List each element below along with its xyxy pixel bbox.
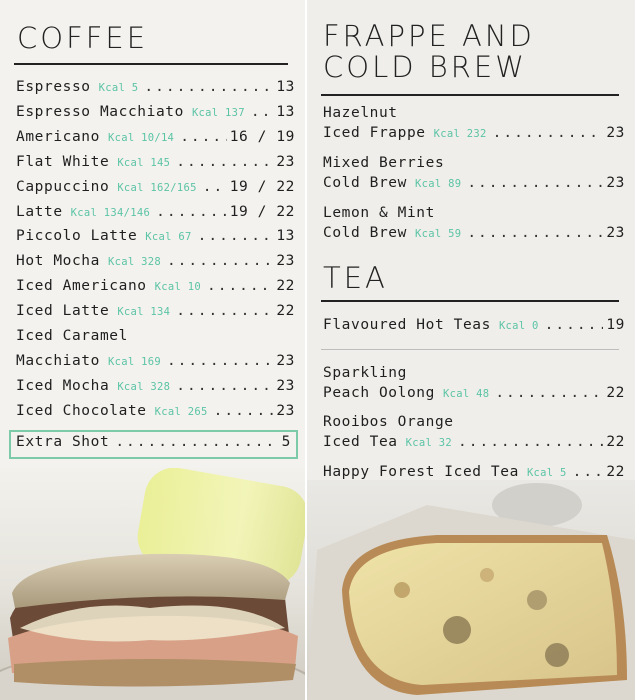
coffee-item-name: Piccolo Latte (16, 228, 138, 245)
frappe-item-row (323, 175, 625, 199)
frappe-item-price: 23 (606, 225, 625, 241)
coffee-item-price: 23 (276, 153, 295, 170)
sandwich-photo (0, 468, 305, 700)
tea-item-name: Happy Forest Iced Tea (323, 464, 519, 480)
tea-item-line1-text: Sparkling (323, 365, 407, 381)
coffee-item-row (16, 204, 295, 228)
tea-item-price: 22 (606, 385, 625, 401)
tea-item-row (323, 385, 625, 409)
extra-shot-row (16, 434, 291, 458)
leader-dots (203, 179, 227, 195)
frappe-heading-line2: COLD BREW (323, 50, 527, 84)
leader-dots (180, 129, 227, 145)
leader-dots (167, 353, 273, 369)
coffee-item-name: Hot Mocha (16, 253, 100, 270)
coffee-item-kcal: Kcal 10 (154, 281, 201, 294)
frappe-item-line1-text: Mixed Berries (323, 155, 445, 171)
coffee-item-name: Iced Americano (16, 278, 147, 295)
coffee-item-kcal: Kcal 145 (117, 156, 171, 169)
coffee-item-row (16, 278, 295, 302)
frappe-item-name: Cold Brew (323, 225, 407, 241)
coffee-item-row (16, 378, 295, 402)
frappe-item-kcal: Kcal 59 (414, 228, 462, 240)
leader-dots (495, 385, 603, 401)
coffee-heading-rule (14, 63, 288, 65)
leader-dots (545, 317, 604, 333)
leader-dots (573, 464, 604, 480)
coffee-item-name: Flat White (16, 153, 110, 170)
coffee-item-row (16, 228, 295, 252)
frappe-item-row (323, 125, 625, 149)
leader-dots (458, 434, 603, 450)
coffee-item-kcal: Kcal 5 (98, 82, 139, 94)
coffee-item-price: 23 (276, 377, 295, 394)
coffee-item-price: 19 / 22 (229, 203, 295, 220)
coffee-item-name: Iced Latte (16, 303, 110, 320)
coffee-item-row (16, 253, 295, 277)
coffee-item-name: Latte (16, 203, 63, 220)
coffee-item-kcal: Kcal 10/14 (107, 131, 175, 144)
leader-dots (144, 79, 273, 95)
leader-dots (176, 303, 273, 319)
frappe-item-kcal: Kcal 232 (433, 128, 487, 140)
coffee-item-row (16, 154, 295, 178)
coffee-item-row (16, 104, 295, 128)
tea-item-name: Iced Tea (323, 434, 398, 450)
frappe-item-name: Cold Brew (323, 175, 407, 191)
tea-item-line1-text: Rooibos Orange (323, 414, 454, 430)
coffee-item-price: 19 / 22 (229, 178, 295, 195)
leader-dots (251, 104, 273, 120)
extra-shot-price: 5 (281, 434, 291, 450)
coffee-item-name: Iced Caramel (16, 328, 128, 344)
coffee-item-row (16, 328, 295, 352)
coffee-item-name: Iced Chocolate (16, 402, 147, 419)
drinks-column (307, 0, 635, 700)
coffee-item-kcal: Kcal 328 (107, 256, 161, 269)
frappe-item-row (323, 225, 625, 249)
coffee-item-kcal: Kcal 134/146 (70, 206, 151, 219)
tea-item-kcal: Kcal 32 (405, 437, 452, 449)
coffee-item-price: 23 (276, 253, 295, 270)
coffee-item-row (16, 179, 295, 203)
sandwich-image (0, 468, 305, 700)
leader-dots (115, 434, 278, 450)
coffee-item-kcal: Kcal 265 (154, 405, 208, 418)
coffee-item-price: 16 / 19 (229, 128, 295, 145)
hot-tea-kcal: Kcal 0 (498, 320, 539, 332)
tea-item-row (323, 434, 625, 458)
tea-item-kcal: Kcal 48 (442, 388, 490, 400)
coffee-item-kcal: Kcal 162/165 (117, 181, 197, 194)
frappe-heading-line1: FRAPPE AND (323, 19, 535, 53)
leader-dots (176, 378, 273, 394)
hot-tea-price: 19 (606, 317, 625, 333)
leader-dots (167, 253, 273, 269)
quiche-image (307, 480, 635, 700)
coffee-item-row (16, 79, 295, 103)
coffee-item-price: 22 (276, 278, 295, 295)
coffee-item-kcal: Kcal 67 (145, 231, 192, 244)
coffee-item-price: 13 (276, 228, 295, 245)
coffee-item-price: 13 (276, 103, 295, 120)
coffee-heading: COFFEE (17, 21, 149, 55)
coffee-item-row (16, 303, 295, 327)
coffee-item-name: Iced Mocha (16, 377, 110, 394)
coffee-item-name: Cappuccino (16, 178, 110, 195)
coffee-item-kcal: Kcal 328 (117, 380, 171, 393)
coffee-item-price: 23 (276, 402, 295, 419)
tea-separator (321, 349, 619, 350)
tea-item-price: 22 (606, 464, 625, 480)
coffee-item-name: Americano (16, 128, 100, 145)
frappe-item-line1-text: Hazelnut (323, 105, 398, 121)
leader-dots (467, 175, 603, 191)
leader-dots (176, 154, 273, 170)
coffee-item-price: 22 (276, 303, 295, 320)
coffee-item-kcal: Kcal 137 (191, 106, 245, 119)
tea-heading-rule (321, 300, 619, 302)
tea-item-price: 22 (606, 434, 625, 450)
tea-item-name: Peach Oolong (323, 385, 435, 401)
frappe-heading-rule (321, 94, 619, 96)
coffee-item-kcal: Kcal 169 (107, 355, 161, 368)
coffee-column (0, 0, 305, 700)
tea-item-kcal: Kcal 5 (526, 467, 567, 479)
hot-tea-name: Flavoured Hot Teas (323, 317, 491, 333)
frappe-item-price: 23 (606, 175, 625, 191)
leader-dots (493, 125, 604, 141)
leader-dots (207, 278, 273, 294)
coffee-item-price: 23 (276, 352, 295, 369)
coffee-item-row (16, 353, 295, 377)
leader-dots (467, 225, 603, 241)
frappe-item-price: 23 (606, 125, 625, 141)
leader-dots (214, 403, 274, 419)
frappe-item-kcal: Kcal 89 (414, 178, 462, 190)
tea-heading: TEA (323, 261, 388, 295)
leader-dots (198, 228, 274, 244)
coffee-item-row (16, 403, 295, 427)
coffee-item-name: Espresso (16, 79, 91, 95)
hot-tea-row (323, 317, 625, 341)
quiche-photo (307, 480, 635, 700)
leader-dots (156, 204, 227, 220)
coffee-item-name: Macchiato (16, 352, 100, 369)
coffee-item-kcal: Kcal 134 (117, 306, 171, 319)
frappe-item-line1-text: Lemon & Mint (323, 205, 435, 221)
extra-shot-name: Extra Shot (16, 434, 110, 450)
frappe-item-name: Iced Frappe (323, 125, 426, 141)
coffee-item-row (16, 129, 295, 153)
coffee-item-price: 13 (276, 79, 295, 95)
coffee-item-name: Espresso Macchiato (16, 103, 184, 120)
